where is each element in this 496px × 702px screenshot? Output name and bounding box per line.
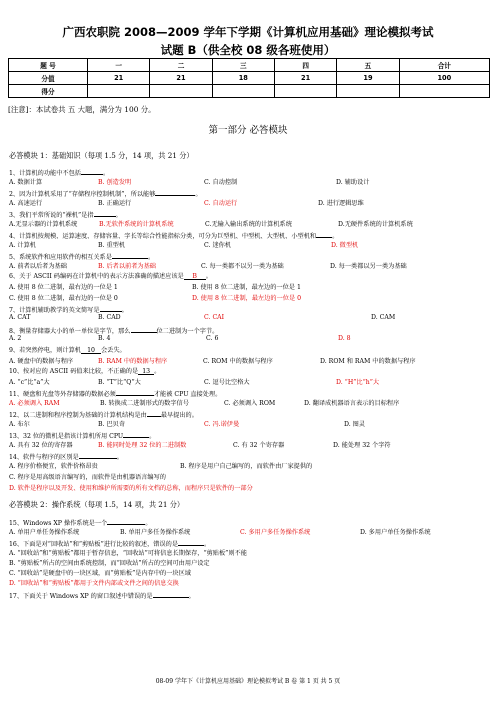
question-1: 1、计算机的功能中不包括 。 [9, 167, 109, 178]
q2-option-b: B. 正确运行 [98, 200, 132, 207]
score-cell: 分值 [9, 72, 88, 85]
score-cell: 100 [399, 72, 489, 85]
score-cell: 21 [150, 72, 212, 85]
q12-option-c: C. 冯.诺伊曼 [204, 421, 240, 428]
score-cell: 四 [274, 59, 336, 72]
q6-answer: B [184, 272, 206, 280]
q6-option-a: A. 使用 8 位二进制，最右边的一位是 1 [9, 284, 118, 291]
q1-option-b: B. 创造发明 [98, 179, 132, 186]
q6-option-d: D. 使用 8 位二进制，最左边的一位是 0 [192, 295, 302, 302]
question-4: 4、计算机按规模、运算速度、存储容量、字长等综合性能指标分类，可分为巨型机、中型机、大型机、小型机和 。 [9, 230, 338, 241]
q11-option-d: D. 翻译成机器语言表示的目标程序 [304, 400, 400, 407]
q3-option-b: B.无软件系统的计算机系统 [99, 221, 174, 228]
score-cell: 21 [274, 72, 336, 85]
q7-option-a: A. CAT [9, 314, 31, 321]
question-9: 9、若突然停电，则计算机 10 会丢失。 [9, 347, 126, 354]
q2-option-d: D. 进行逻辑思维 [318, 200, 364, 207]
q8-option-a: A. 2 [9, 335, 22, 342]
q10-option-d: D. “H”比“h”大 [336, 379, 380, 386]
q14-option-a: A. 程序价格便宜，软件价格昂贵 [9, 463, 98, 470]
score-cell: 19 [337, 72, 399, 85]
q2-option-a: A. 高速运行 [9, 200, 43, 207]
q5-option-b: B. 后者以前者为基础 [98, 263, 156, 270]
score-cell: 合计 [399, 59, 489, 72]
q14-option-b: B. 程序是用户自己编写的，而软件由厂家提供的 [180, 463, 313, 470]
q4-option-d: D. 微型机 [331, 242, 359, 249]
score-input-cell[interactable] [274, 85, 336, 98]
q15-option-d: D. 多用户单任务操作系统 [360, 529, 431, 536]
score-cell: 得分 [9, 85, 88, 98]
q1-option-a: A. 数据计算 [9, 179, 43, 186]
q9-option-c: C. ROM 中的数据与程序 [203, 358, 273, 365]
score-input-cell[interactable] [212, 85, 274, 98]
question-15: 15、Windows XP 操作系统是一个 。 [9, 517, 151, 528]
score-table-score-row [9, 85, 490, 98]
score-cell: 一 [88, 59, 150, 72]
score-cell: 二 [150, 59, 212, 72]
q10-option-a: A. “c”比“a”大 [9, 379, 50, 386]
q9-option-b: B. RAM 中的数据与程序 [98, 358, 168, 365]
q15-option-c: C. 多用户多任务操作系统 [240, 529, 311, 536]
q5-option-d: D. 每一类都以另一类为基础 [330, 263, 407, 270]
q10-option-c: C. 逗号比空格大 [204, 379, 250, 386]
question-3: 3、我们平常所说的“裸机”是指 。 [9, 209, 122, 220]
exam-notice: [注意]：本试卷共 五 大题，满分为 100 分。 [8, 105, 156, 114]
score-cell: 三 [212, 59, 274, 72]
exam-subtitle: 试题 B（供全校 08 级各班使用） [160, 43, 336, 57]
question-17: 17、下面关于 Windows XP 的窗口叙述中错误的是 。 [9, 590, 195, 601]
q14-option-d: D. 软件是程序以及开发、使用和维护所需要的所有文档的总称，而程序只是软件的一部分 [9, 485, 253, 492]
q6-option-c: C. 使用 8 位二进制，最右边的一位是 0 [9, 295, 118, 302]
q11-option-a: A. 必须调入 RAM [9, 400, 60, 407]
score-cell: 题 号 [9, 59, 88, 72]
q10-option-b: B. “T”比“Q”大 [98, 379, 141, 386]
question-10: 10、按对应的 ASCII 码值来比较，不正确的是 13 。 [9, 368, 161, 375]
score-cell: 五 [337, 59, 399, 72]
q13-option-a: A. 具有 32 位的寄存器 [9, 442, 73, 449]
q7-option-b: B. CAD [98, 314, 121, 321]
q3-option-c: C.无输入输出系统的计算机系统 [205, 221, 292, 228]
q12-option-b: B. 巴贝奇 [98, 421, 126, 428]
q5-option-c: C. 每一类都不以另一类为基础 [201, 263, 284, 270]
q16-option-c: C. “回收站”是硬盘中的一块区域，而“剪贴板”是内存中的一块区域 [9, 570, 191, 577]
q1-option-d: D. 辅助设计 [336, 179, 370, 186]
q5-option-a: A. 前者以后者为基础 [9, 263, 67, 270]
q4-option-c: C. 迷你机 [204, 242, 232, 249]
q12-option-d: D. 图灵 [344, 421, 366, 428]
q8-option-b: B. 4 [98, 335, 111, 342]
q2-option-c: C. 自动运行 [204, 200, 238, 207]
q16-option-d: D. “回收站”和“剪贴板”都用于文件内部或文件之间的信息交换 [9, 580, 179, 587]
q9-option-d: D. ROM 和 RAM 中的数据与程序 [320, 358, 416, 365]
q13-option-c: C. 有 32 个寄存器 [233, 442, 285, 449]
q7-option-c: C. CAI [204, 314, 225, 321]
score-table [8, 58, 490, 98]
page-footer: 08-09 学年下《计算机应用基础》理论模拟考试 B 卷 第 1 页 共 5 页 [155, 678, 341, 685]
q11-option-b: B. 转换成二进制形式的数字信号 [100, 400, 189, 407]
score-input-cell[interactable] [150, 85, 212, 98]
q8-option-d: D. 8 [338, 335, 351, 342]
module2-title: 必答模块 2：操作系统（每项 1.5，14 项，共 21 分） [9, 500, 185, 509]
q16-option-b: B. “剪贴板”所占的空间由系统控制，而“回收站”所占的空间可由用户设定 [9, 560, 210, 567]
question-11: 11、硬盘和光盘等外存储器的数据必须 才能被 CPU 直接处理。 [9, 388, 221, 399]
question-2: 2、因为计算机采用了“存储程序控制机制”，所以能够 。 [9, 188, 202, 199]
question-14: 14、软件与程序的区别是 。 [9, 451, 123, 462]
q14-option-c: C. 程序是用高级语言编写的，而软件是由机器语言编写的 [9, 474, 166, 481]
question-5: 5、系统软件和应用软件的相互关系是 。 [9, 251, 154, 262]
question-6: 6、关于 ASCII 码编码在计算机中的表示方法准确的描述应该是 B 。 [9, 273, 212, 280]
part1-title: 第一部分 必答模块 [208, 125, 288, 136]
question-12: 12、以二进制和程序控制为基础的计算机结构是由 最早提出的。 [9, 409, 198, 420]
score-input-cell[interactable] [399, 85, 489, 98]
q4-option-a: A. 计算机 [9, 242, 36, 249]
q9-answer: 10 [81, 346, 101, 354]
score-input-cell[interactable] [88, 85, 150, 98]
q15-option-b: B. 单用户多任务操作系统 [120, 529, 191, 536]
question-13: 13、32 位的微机是指该计算机所用 CPU 。 [9, 430, 155, 441]
score-cell: 18 [212, 72, 274, 85]
module1-title: 必答模块 1：基础知识（每项 1.5 分，14 项，共 21 分） [9, 151, 194, 160]
q1-option-c: C. 自动控制 [204, 179, 238, 186]
score-cell: 21 [88, 72, 150, 85]
q12-option-a: A. 布尔 [9, 421, 30, 428]
score-table-value-row [9, 72, 490, 85]
q15-option-a: A. 单用户单任务操作系统 [9, 529, 80, 536]
q3-option-a: A.无显示器的计算机系统 [9, 221, 78, 228]
score-input-cell[interactable] [337, 85, 399, 98]
q13-option-b: B. 能同时处理 32 位的二进制数 [98, 442, 187, 449]
score-table-header-row [9, 59, 490, 72]
exam-title: 广西农职院 2008—2009 学年下学期《计算机应用基础》理论模拟考试 [62, 25, 434, 39]
q11-option-c: C. 必须调入 ROM [224, 400, 276, 407]
question-16: 16、下面是对“回收站”和“剪贴板”进行比较的叙述，错误的是 。 [9, 538, 210, 549]
q10-answer: 13 [138, 367, 154, 375]
q8-option-c: C. 6 [206, 335, 219, 342]
q6-option-b: B. 使用 8 位二进制，最左边的一位是 1 [192, 284, 301, 291]
q13-option-d: D. 能处理 32 个字符 [333, 442, 391, 449]
q16-option-a: A. “回收站”和“剪贴板”都用于暂存信息，“回收站”可将信息长期保存，“剪贴板”则不能 [9, 550, 247, 557]
q3-option-d: D.无硬件系统的计算机系统 [338, 221, 413, 228]
question-8: 8、衡量存储器大小的单一单位是字节，那么 位二进制为一个字节。 [9, 325, 218, 336]
q7-option-d: D. CAM [371, 314, 396, 321]
question-7: 7、计算机辅助教学的英文简写是 。 [9, 304, 128, 315]
q4-option-b: B. 重型机 [98, 242, 126, 249]
q9-option-a: A. 硬盘中的数据与程序 [9, 358, 74, 365]
